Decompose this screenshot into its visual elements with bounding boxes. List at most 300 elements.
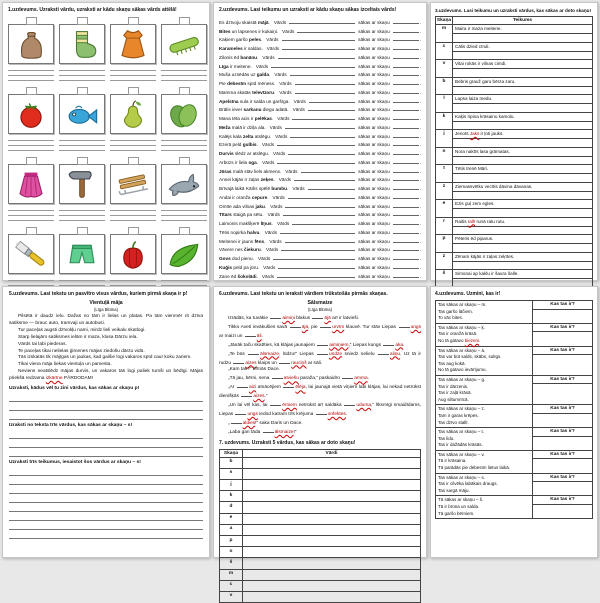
text-segment: Laimonis makšķerē	[219, 221, 261, 226]
letter-gap-blank[interactable]	[317, 350, 328, 355]
text-segment: Tas sargā māju.	[438, 487, 470, 493]
words-cell[interactable]	[243, 536, 420, 546]
writing-line[interactable]	[59, 216, 105, 221]
word-blank[interactable]	[297, 28, 355, 33]
clue-line	[438, 302, 530, 309]
sound-blank[interactable]	[393, 124, 419, 129]
sound-blank[interactable]	[393, 220, 419, 225]
writing-line[interactable]	[9, 521, 203, 530]
worksheet-page-5	[2, 286, 210, 558]
sentence-row	[219, 42, 421, 51]
letter-gap-blank[interactable]	[235, 410, 246, 415]
answer-cell[interactable]	[533, 384, 592, 404]
text-segment: ir saldas.	[242, 46, 263, 51]
sentence	[219, 177, 275, 182]
answer-cell[interactable]	[533, 414, 592, 427]
table-row	[436, 183, 592, 201]
answer-cell[interactable]	[533, 505, 592, 518]
words-cell[interactable]	[243, 480, 420, 490]
bold-word: Karameles	[219, 46, 243, 51]
answer-line[interactable]	[453, 34, 592, 42]
writing-line[interactable]	[9, 476, 203, 485]
sound-blank[interactable]	[393, 80, 419, 85]
writing-lines	[59, 136, 105, 151]
leaf-image	[161, 234, 207, 274]
riddle-block	[435, 300, 593, 323]
word-blank[interactable]	[278, 264, 355, 269]
row-sentence	[453, 78, 592, 87]
letter-gap-blank[interactable]	[378, 350, 389, 355]
end-punct: .	[419, 212, 421, 218]
writing-line[interactable]	[9, 430, 203, 439]
bold-word: halvu	[247, 229, 260, 235]
riddle-clues	[436, 451, 533, 473]
answer-line[interactable]	[453, 122, 592, 130]
text-segment: Nora naktīs lasa grāmatas.	[455, 148, 510, 154]
writing-line[interactable]	[8, 146, 54, 151]
word-label: Vārds	[285, 168, 298, 174]
row-sentence	[453, 43, 592, 52]
sound-blank[interactable]	[393, 211, 419, 216]
text-segment: ,“ Liepas kungs	[348, 342, 383, 348]
word-blank[interactable]	[278, 54, 356, 59]
word-label: Vārds	[292, 186, 305, 191]
sound-blank[interactable]	[393, 19, 419, 24]
answer-cell[interactable]	[533, 355, 592, 375]
sentence	[219, 81, 275, 86]
story-text	[9, 314, 203, 383]
writing-lines	[110, 136, 156, 151]
word-blank[interactable]	[277, 273, 355, 278]
table-row	[436, 235, 592, 253]
letter-gap-blank[interactable]	[399, 323, 410, 328]
word-blank[interactable]	[289, 19, 355, 24]
word-blank[interactable]	[280, 229, 355, 234]
row-main	[453, 95, 592, 112]
text-segment: .	[479, 337, 481, 343]
writing-lines	[110, 66, 156, 81]
sentence	[219, 239, 265, 244]
picture-card	[59, 87, 105, 151]
letter-gap-blank[interactable]	[270, 314, 281, 319]
answer-line[interactable]	[453, 174, 592, 182]
text-segment: Tā ir brūna un salda.	[438, 504, 480, 510]
writing-line[interactable]	[8, 216, 54, 221]
sound-label: sākas ar skaņu	[358, 46, 390, 51]
writing-line[interactable]	[9, 485, 203, 494]
words-cell[interactable]	[243, 525, 420, 535]
sound-letter: z	[436, 183, 453, 200]
text-segment: arī ir latvieši.	[330, 316, 360, 321]
gap-word: āli	[256, 333, 262, 339]
sound-blank[interactable]	[393, 89, 419, 94]
paragraph	[9, 369, 203, 383]
text-segment: Brīvajā laikā Kārlis spēlē	[219, 186, 272, 191]
word-blank[interactable]	[282, 45, 355, 50]
answer-line[interactable]	[453, 139, 592, 147]
words-cell[interactable]	[243, 547, 420, 557]
words-cell[interactable]	[243, 581, 420, 591]
words-cell[interactable]	[243, 514, 420, 524]
sound-blank[interactable]	[393, 98, 419, 103]
bold-word: Meža	[219, 124, 231, 130]
letter-gap-blank[interactable]	[317, 341, 328, 346]
text-segment: Tētis trenē Māri.	[455, 166, 489, 171]
paragraph	[219, 428, 421, 437]
letter-gap-blank[interactable]	[237, 383, 248, 388]
sentence-row	[219, 235, 421, 244]
text-segment: runā ratu rutu.	[475, 218, 506, 224]
text-segment: .	[256, 159, 259, 165]
word-label: Vārds	[267, 212, 280, 218]
sound-blank[interactable]	[393, 255, 419, 260]
text-segment: .	[271, 221, 273, 226]
sound-letter: o	[220, 547, 243, 557]
word-blank[interactable]	[301, 168, 356, 173]
word-blank[interactable]	[295, 89, 356, 94]
table-row	[436, 165, 592, 183]
answer-area	[533, 451, 592, 473]
writing-lines	[110, 206, 156, 221]
letter-gap-blank[interactable]	[270, 401, 281, 406]
picture-card-grid	[8, 17, 204, 291]
word-blank[interactable]	[285, 238, 356, 243]
text-segment: „	[228, 420, 230, 426]
writing-line[interactable]	[8, 76, 54, 81]
sentence	[219, 99, 290, 104]
gap-word: amma	[354, 376, 368, 382]
card-tab	[26, 227, 37, 235]
story-author: (Līga Blūma)	[94, 307, 118, 312]
text-segment: Pilsētā ir daudz ielu. Dažas no tām ir lielas un platas. Pa tām vienmēr rit dzīva satiksme — brauc auto, tramvaji un autobusi.	[9, 314, 203, 326]
clue-line	[438, 413, 530, 420]
letter-gap-blank[interactable]	[263, 428, 274, 433]
sentence	[219, 125, 266, 130]
end-punct: .	[419, 203, 421, 209]
word-blank[interactable]	[292, 115, 355, 120]
writing-line[interactable]	[161, 76, 207, 81]
word-blank[interactable]	[290, 71, 356, 76]
answer-line[interactable]	[453, 104, 592, 112]
table-row	[436, 60, 592, 78]
paragraph	[9, 328, 203, 335]
row-main	[453, 200, 592, 217]
sound-letter: c	[220, 581, 243, 591]
sound-blank[interactable]	[393, 203, 419, 208]
paragraph	[219, 314, 421, 323]
letter-gap-blank[interactable]	[279, 359, 290, 364]
sentence	[219, 46, 263, 51]
sound-letter: m	[436, 25, 453, 42]
sentence-row	[219, 130, 421, 139]
answer-label: Kas tas ir?	[533, 376, 592, 385]
word-blank[interactable]	[309, 98, 355, 103]
table-row	[220, 514, 420, 525]
sound-blank[interactable]	[393, 246, 419, 251]
end-punct: .	[419, 116, 421, 121]
word-label: Vārds	[266, 247, 279, 253]
sound-blank[interactable]	[393, 159, 419, 164]
clue-line	[438, 442, 530, 449]
letter-gap-blank[interactable]	[344, 401, 355, 406]
end-punct: .	[419, 142, 421, 148]
letter-gap-blank[interactable]	[233, 359, 244, 364]
sound-blank[interactable]	[393, 63, 419, 68]
table-row	[220, 491, 420, 502]
sound-blank[interactable]	[393, 28, 419, 33]
letter-gap-blank[interactable]	[248, 350, 259, 355]
writing-line[interactable]	[110, 146, 156, 151]
answer-line[interactable]	[453, 262, 592, 270]
card-tab	[26, 17, 37, 25]
table-row	[436, 43, 592, 61]
writing-line[interactable]	[9, 448, 203, 457]
words-cell[interactable]	[243, 491, 420, 501]
word-blank[interactable]	[271, 63, 355, 68]
text-segment: Tas ir dažādās krāsās.	[438, 442, 483, 448]
text-segment: Tā sākas ar skaņu – š.	[438, 497, 484, 503]
sound-blank[interactable]	[393, 185, 419, 190]
sound-label: sākas ar skaņu	[358, 28, 390, 34]
answer-cell[interactable]	[533, 437, 592, 450]
answer-area	[533, 301, 592, 323]
words-cell[interactable]	[243, 558, 420, 568]
word-blank[interactable]	[295, 80, 356, 85]
text-segment: Pie	[219, 81, 228, 86]
sound-blank[interactable]	[393, 150, 419, 155]
bold-word: cepure	[251, 194, 268, 200]
sound-blank[interactable]	[393, 106, 419, 111]
table-row	[436, 253, 592, 271]
text-segment: klauvē. Tur stāv Liepas	[344, 324, 398, 330]
letter-gap-blank[interactable]	[316, 410, 327, 415]
writing-line[interactable]	[9, 503, 203, 512]
text-segment: , pie	[308, 324, 320, 330]
sentence-row	[219, 270, 421, 279]
answer-cell[interactable]	[533, 459, 592, 472]
writing-line[interactable]	[9, 530, 203, 539]
words-cell[interactable]	[243, 570, 420, 580]
sentence-row	[219, 16, 421, 25]
sound-blank[interactable]	[393, 238, 419, 243]
word-blank[interactable]	[277, 141, 355, 146]
clue-line	[438, 390, 530, 397]
letter-gap-blank[interactable]	[283, 383, 294, 388]
paragraph	[9, 342, 203, 349]
text-segment: ar maizi un	[219, 333, 244, 339]
answer-line[interactable]	[453, 244, 592, 252]
writing-line[interactable]	[110, 216, 156, 221]
word-blank[interactable]	[277, 159, 355, 164]
text-segment: Ziemassvētku vecītis dāvina dāvanas.	[455, 183, 533, 189]
sound-letter: p	[220, 536, 243, 546]
sound-letter: e	[436, 200, 453, 217]
sound-blank[interactable]	[393, 141, 419, 146]
spellcheck-word: Jaks	[469, 131, 480, 136]
worksheet-page-6	[213, 286, 427, 599]
writing-lines	[8, 206, 54, 221]
table-row	[436, 270, 592, 287]
sound-blank[interactable]	[393, 194, 419, 199]
word-blank[interactable]	[290, 133, 355, 138]
clue-line	[438, 309, 530, 316]
writing-line[interactable]	[59, 76, 105, 81]
gap-word: ērniem	[282, 403, 297, 409]
table-row	[436, 218, 592, 236]
sound-blank[interactable]	[393, 168, 419, 173]
worksheet-page-3	[430, 2, 598, 281]
answer-line[interactable]	[453, 227, 592, 235]
clue-line	[438, 397, 530, 404]
writing-line[interactable]	[161, 216, 207, 221]
writing-line[interactable]	[9, 411, 203, 420]
answer-line[interactable]	[453, 209, 592, 217]
words-cell[interactable]	[243, 592, 420, 602]
word-blank[interactable]	[285, 124, 355, 129]
answer-line[interactable]	[453, 69, 592, 77]
sound-blank[interactable]	[393, 229, 419, 234]
card-tab	[179, 157, 190, 165]
text-segment: Tā garšo bērniem.	[438, 510, 475, 516]
answer-line[interactable]	[453, 87, 592, 95]
word-label: Vārds	[261, 142, 275, 148]
letter-gap-blank[interactable]	[320, 323, 331, 328]
answer-cell[interactable]	[533, 332, 592, 345]
sound-blank[interactable]	[393, 71, 419, 76]
sentence-row	[219, 86, 421, 95]
text-segment: Raitis	[455, 218, 468, 224]
table-row	[220, 592, 420, 602]
answer-line[interactable]	[453, 52, 592, 60]
text-segment: Tā ir krāsaina.	[438, 458, 467, 464]
sound-letter: c	[436, 43, 453, 60]
sound-blank[interactable]	[393, 36, 419, 41]
writing-line[interactable]	[161, 146, 207, 151]
riddle-clues	[436, 496, 533, 518]
text-segment: sniedz nelielu	[342, 351, 377, 357]
word-blank[interactable]	[292, 220, 355, 225]
question-3: Uzraksti trīs teikumus, iesaistot šos vārdus ar skaņu – s!	[9, 460, 141, 466]
table-row	[220, 469, 420, 480]
sentence	[219, 29, 278, 34]
text-segment: slēdz ar atslēgu.	[233, 151, 270, 156]
shark-image	[161, 164, 207, 204]
word-blank[interactable]	[308, 106, 355, 111]
sound-blank[interactable]	[393, 115, 419, 120]
text-segment: !“	[293, 429, 297, 435]
sentence	[219, 90, 275, 95]
sound-letter: t	[436, 165, 453, 182]
word-blank[interactable]	[285, 203, 355, 208]
word-blank[interactable]	[288, 150, 355, 155]
writing-line[interactable]	[9, 467, 203, 476]
text-segment: „Ar	[228, 385, 236, 391]
row-sentence	[453, 60, 592, 69]
word-blank[interactable]	[308, 185, 356, 190]
story-title: Vientuļā māja	[89, 300, 123, 306]
paragraph	[219, 374, 421, 383]
clue-line	[438, 481, 530, 488]
paragraph	[219, 323, 421, 341]
word-blank[interactable]	[282, 36, 356, 41]
bold-word: līņus	[260, 221, 272, 226]
text-segment: Ezerā peld	[219, 142, 243, 148]
pepper-image	[110, 234, 156, 274]
answer-cell[interactable]	[533, 482, 592, 495]
word-blank[interactable]	[288, 194, 355, 199]
letter-gap-blank[interactable]	[272, 374, 283, 379]
answer-line[interactable]	[453, 192, 592, 200]
sound-label: sākas ar skaņu	[358, 221, 390, 226]
word-blank[interactable]	[283, 211, 355, 216]
clue-line	[438, 338, 530, 345]
gap-word: uduma	[356, 403, 372, 409]
gap-word: rauciņš	[291, 360, 307, 366]
word-blank[interactable]	[294, 176, 355, 181]
words-cell[interactable]	[243, 469, 420, 479]
letter-gap-blank[interactable]	[241, 392, 252, 397]
text-segment: Tas ir cilvēka labākais draugs.	[438, 481, 498, 487]
card-tab	[128, 17, 139, 25]
word-label: Vārds	[277, 116, 290, 121]
letter-gap-blank[interactable]	[231, 419, 242, 424]
writing-line[interactable]	[9, 439, 203, 448]
writing-line[interactable]	[59, 146, 105, 151]
writing-line[interactable]	[9, 402, 203, 411]
sound-blank[interactable]	[393, 54, 419, 59]
word-blank[interactable]	[281, 246, 355, 251]
letter-gap-blank[interactable]	[312, 314, 323, 319]
bold-word: zeķes	[260, 177, 274, 183]
writing-line[interactable]	[9, 512, 203, 521]
words-cell[interactable]	[243, 502, 420, 512]
letter-gap-blank[interactable]	[342, 374, 353, 379]
writing-line[interactable]	[110, 76, 156, 81]
word-blank[interactable]	[273, 255, 355, 260]
letter-gap-blank[interactable]	[245, 332, 256, 337]
letter-gap-blank[interactable]	[383, 341, 394, 346]
letter-gap-blank[interactable]	[290, 323, 301, 328]
answer-line[interactable]	[453, 157, 592, 165]
gap-word: ēlēja	[295, 385, 306, 391]
gap-word: undze	[329, 351, 343, 357]
answer-cell[interactable]	[533, 310, 592, 323]
bold-word: šokolādi	[237, 273, 257, 279]
sound-blank[interactable]	[393, 264, 419, 269]
answer-label: Kas tas ir?	[533, 405, 592, 414]
table-row	[220, 458, 420, 469]
text-segment: „Jānāk taču skatīties, kā klājas jaunajiem	[228, 342, 317, 348]
text-segment: Tas aug kokā.	[438, 360, 466, 366]
row-sentence	[453, 235, 592, 244]
sound-blank[interactable]	[393, 273, 419, 278]
sentence	[219, 256, 254, 261]
sound-blank[interactable]	[393, 45, 419, 50]
sentence	[219, 72, 270, 77]
writing-line[interactable]	[9, 393, 203, 402]
word-label: Vārds	[275, 133, 288, 139]
sound-blank[interactable]	[393, 176, 419, 181]
picture-card	[110, 227, 156, 291]
sound-blank[interactable]	[393, 133, 419, 138]
sound-label: sākas ar skaņu	[358, 212, 390, 218]
writing-line[interactable]	[9, 494, 203, 503]
clue-line	[438, 348, 530, 355]
page1-title: 1.uzdevums. Uzraksti vārdu, uzraksti ar kādu skaņu sākas vārds attēlā!	[8, 7, 177, 13]
row-main	[453, 130, 592, 147]
words-cell[interactable]	[243, 458, 420, 468]
worksheet-page-4	[430, 286, 598, 558]
